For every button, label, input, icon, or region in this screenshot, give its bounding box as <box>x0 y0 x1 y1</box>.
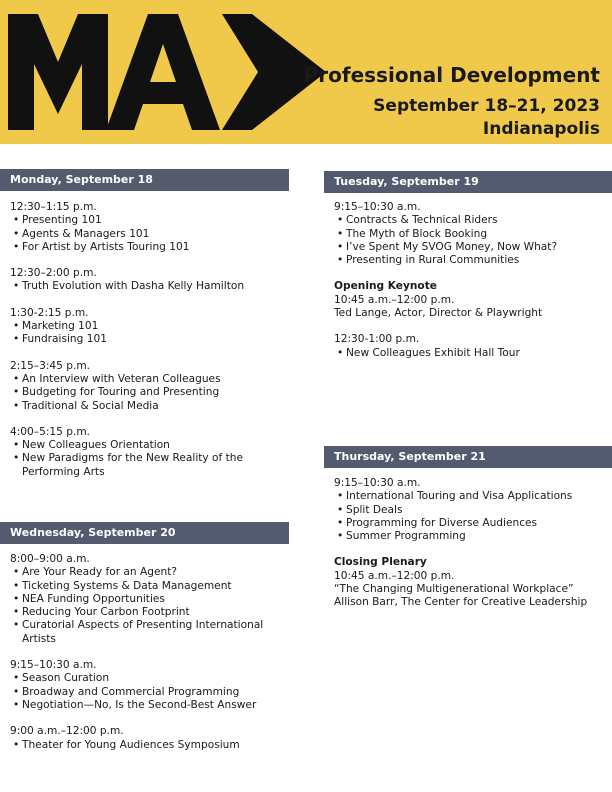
session <box>10 725 288 752</box>
list-item: • Truth Evolution with Dasha Kelly Hamilton <box>10 280 288 293</box>
list-item: • Programming for Diverse Audiences <box>334 517 610 530</box>
list-item: • Presenting in Rural Communities <box>334 254 610 267</box>
session <box>10 659 288 712</box>
session-time: 12:30–2:00 p.m. <box>10 267 97 280</box>
session <box>334 477 610 543</box>
session-time: 2:15–3:45 p.m. <box>10 359 91 372</box>
list-item: • For Artist by Artists Touring 101 <box>10 241 288 254</box>
session <box>10 553 288 646</box>
keynote-time: 10:45 a.m.–12:00 p.m. <box>334 293 455 306</box>
list-item: • Split Deals <box>334 504 610 517</box>
list-item: • Contracts & Technical Riders <box>334 214 610 227</box>
list-item: • Summer Programming <box>334 530 610 543</box>
session <box>10 267 288 294</box>
list-item: • The Myth of Block Booking <box>334 228 610 241</box>
session <box>334 201 610 267</box>
list-item: • NEA Funding Opportunities <box>10 593 288 606</box>
session-time: 12:30-1:00 p.m. <box>334 333 420 346</box>
plenary-title: “The Changing Multigenerational Workplace” <box>334 583 574 596</box>
day-header-monday: Monday, September 18 <box>0 169 289 191</box>
session <box>334 333 610 360</box>
day-header-wednesday: Wednesday, September 20 <box>0 522 289 544</box>
list-item: • New Paradigms for the New Reality of the Performing Arts <box>10 452 267 479</box>
session-time: 8:00–9:00 a.m. <box>10 553 90 565</box>
wednesday-schedule <box>10 553 288 765</box>
day-header-tuesday: Tuesday, September 19 <box>324 171 612 193</box>
session <box>10 426 288 479</box>
tuesday-schedule <box>334 201 610 373</box>
list-item: • An Interview with Veteran Colleagues <box>10 373 288 386</box>
session-time: 9:15–10:30 a.m. <box>10 659 97 672</box>
list-item: • Broadway and Commercial Programming <box>10 686 288 699</box>
keynote-heading: Opening Keynote <box>334 280 437 293</box>
list-item: • Reducing Your Carbon Footprint <box>10 606 288 619</box>
session-time: 9:15–10:30 a.m. <box>334 201 421 213</box>
event-dates: September 18–21, 2023 <box>373 96 600 116</box>
monday-schedule <box>10 201 288 492</box>
list-item: • Are Your Ready for an Agent? <box>10 566 288 579</box>
thursday-schedule <box>334 477 610 623</box>
day-header-thursday: Thursday, September 21 <box>324 446 612 468</box>
plenary <box>334 556 610 609</box>
list-item: • Season Curation <box>10 672 288 685</box>
keynote <box>334 280 610 320</box>
plenary-heading: Closing Plenary <box>334 556 427 569</box>
session <box>10 201 288 254</box>
list-item: • Ticketing Systems & Data Management <box>10 580 288 593</box>
session-time: 12:30–1:15 p.m. <box>10 201 97 213</box>
list-item: • Curatorial Aspects of Presenting International Artists <box>10 619 282 646</box>
session <box>10 307 288 347</box>
session-time: 9:00 a.m.–12:00 p.m. <box>10 725 124 738</box>
plenary-time: 10:45 a.m.–12:00 p.m. <box>334 569 455 582</box>
list-item: • I’ve Spent My SVOG Money, Now What? <box>334 241 610 254</box>
keynote-speaker: Ted Lange, Actor, Director & Playwright <box>334 307 543 320</box>
list-item: • New Colleagues Orientation <box>10 439 288 452</box>
list-item: • Agents & Managers 101 <box>10 228 288 241</box>
list-item: • Negotiation—No, Is the Second-Best Answer <box>10 699 288 712</box>
event-title: Professional Development <box>303 63 600 87</box>
list-item: • Marketing 101 <box>10 320 288 333</box>
list-item: • Fundraising 101 <box>10 333 288 346</box>
list-item: • International Touring and Visa Applications <box>334 490 610 503</box>
plenary-speaker: Allison Barr, The Center for Creative Leadership <box>334 596 588 609</box>
header-banner <box>0 0 612 144</box>
event-city: Indianapolis <box>482 119 600 139</box>
list-item: • Theater for Young Audiences Symposium <box>10 739 288 752</box>
list-item: • Traditional & Social Media <box>10 400 288 413</box>
session-time: 4:00–5:15 p.m. <box>10 425 91 438</box>
list-item: • Presenting 101 <box>10 214 288 227</box>
list-item: • Budgeting for Touring and Presenting <box>10 386 288 399</box>
session-time: 1:30-2:15 p.m. <box>10 306 89 319</box>
session-time: 9:15–10:30 a.m. <box>334 477 421 489</box>
session <box>10 360 288 413</box>
max-logo <box>8 14 328 130</box>
list-item: • New Colleagues Exhibit Hall Tour <box>334 347 610 360</box>
